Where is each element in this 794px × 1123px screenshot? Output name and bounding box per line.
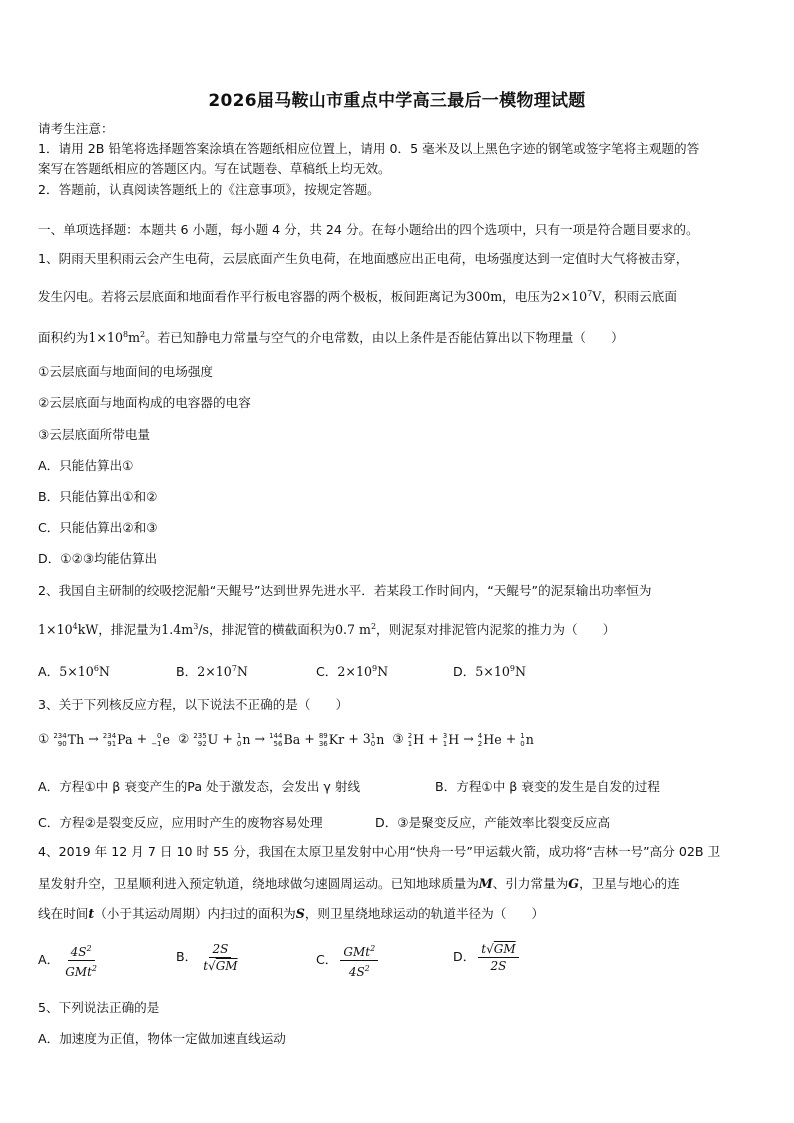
- formula-c: $\frac{GMt^2}{4S^2}$: [340, 942, 378, 979]
- q1-voltage: $2\times 10^7V$: [552, 289, 602, 305]
- q2-flow: $1.4m^3/s$: [161, 622, 210, 638]
- q1-distance: 300m: [466, 289, 503, 305]
- nuclide-h3: 3 1 H: [442, 731, 460, 748]
- time-symbol: t: [88, 906, 95, 921]
- q1-statement-1: ①云层底面与地面间的电场强度: [38, 364, 214, 379]
- section-heading: 一、单项选择题：本题共 6 小题，每小题 4 分，共 24 分。在每小题给出的四个选项中，只有一项是符合题目要求的。: [38, 222, 699, 237]
- notice-item-2: 2．答题前，认真阅读答题纸上的《注意事项》，按规定答题。: [38, 182, 380, 197]
- q1-statement-3: ③云层底面所带电量: [38, 427, 151, 442]
- formula-a: $\frac{4S^2}{GMt^2}$: [65, 944, 98, 979]
- q2-option-c[interactable]: C．$2\times 10^9N$: [316, 663, 389, 679]
- nuclide-n: 1 0 n: [370, 731, 385, 748]
- q1-text: 。若已知静电力常量与空气的介电常数，由以上条件是否能估算出以下物理量（ ）: [145, 330, 624, 346]
- nuclide-he: 4 2 He: [477, 731, 502, 748]
- q1-option-c[interactable]: C．只能估算出②和③: [38, 520, 158, 535]
- q1-line-3: [38, 327, 624, 346]
- nuclide-h2: 2 1 H: [407, 731, 425, 748]
- q3-option-a[interactable]: A．方程①中 β 衰变产生的Pa 处于激发态，会发出 γ 射线: [38, 779, 361, 794]
- q2-option-b[interactable]: B．$2\times 10^7N$: [176, 663, 248, 679]
- nuclide-kr: 89 36 Kr: [318, 731, 345, 748]
- area-symbol: S: [295, 906, 305, 921]
- q1-text: ，电压为: [502, 289, 553, 305]
- formula-d: $\frac{t√GM}{2S}$: [478, 942, 518, 973]
- q2-area: 0.7 $m^2$: [334, 622, 377, 638]
- q1-text: 发生闪电。若将云层底面和地面看作平行板电容器的两个极板，板间距离记为: [38, 289, 467, 305]
- q1-area: $1\times 10^8m^2$: [88, 330, 146, 346]
- q1-line-2: [38, 286, 677, 305]
- q1-option-a[interactable]: A．只能估算出①: [38, 458, 134, 473]
- q3-option-d[interactable]: D．③是聚变反应，产能效率比裂变反应高: [375, 815, 611, 830]
- q2-power: $1\times 10^4kW$: [38, 622, 99, 638]
- q2-option-d[interactable]: D．$5\times 10^9N$: [453, 663, 527, 679]
- q3-option-c[interactable]: C．方程②是裂变反应，应用时产生的废物容易处理: [38, 815, 323, 830]
- q4-option-d[interactable]: D． $\frac{t√GM}{2S}$: [453, 942, 522, 973]
- arrow: →: [88, 731, 99, 746]
- q4-line-3: 线在时间t（小于其运动周期）内扫过的面积为S，则卫星绕地球运动的轨道半径为（ ）: [38, 906, 545, 921]
- q1-text: ，积雨云底面: [601, 289, 677, 305]
- page-title: 2026届马鞍山市重点中学高三最后一模物理试题: [208, 91, 586, 111]
- mass-symbol: M: [478, 876, 493, 891]
- notice-item-1a: 1．请用 2B 铅笔将选择题答案涂填在答题纸相应位置上，请用 0．5 毫米及以上黑色字迹的钢笔或签字笔将主观题的答: [38, 141, 700, 156]
- circled-one: ①: [38, 731, 50, 746]
- q1-option-d[interactable]: D．①②③均能估算出: [38, 551, 158, 566]
- nuclide-ba: 144 56 Ba: [269, 731, 301, 748]
- circled-three: ③: [392, 731, 404, 746]
- q2-text: ，排泥管的横截面积为: [209, 622, 335, 638]
- notice-item-1b: 案写在答题纸相应的答题区内。写在试题卷、草稿纸上均无效。: [38, 161, 391, 176]
- q1-statement-2: ②云层底面与地面构成的电容器的电容: [38, 395, 251, 410]
- q5-line-1: 5、下列说法正确的是: [38, 1000, 160, 1015]
- q2-line-2: [38, 619, 615, 638]
- q4-option-b[interactable]: B． $\frac{2S}{t√GM}$: [176, 942, 244, 973]
- q1-text: 面积约为: [38, 330, 89, 346]
- q1-option-b[interactable]: B．只能估算出①和②: [38, 489, 158, 504]
- q3-line-1: 3、关于下列核反应方程，以下说法不正确的是（ ）: [38, 697, 349, 712]
- q4-option-c[interactable]: C． $\frac{GMt^2}{4S^2}$: [316, 942, 381, 979]
- q1-line-1: 1、阴雨天里积雨云会产生电荷，云层底面产生负电荷，在地面感应出正电荷，电场强度达到一定值时大气将被击穿，: [38, 251, 689, 266]
- nuclide-th: 234 90 Th: [53, 731, 85, 748]
- nuclide-n: 1 0 n: [236, 731, 251, 748]
- q2-text: ，则泥泵对排泥管内泥浆的推力为（ ）: [376, 622, 616, 638]
- q3-equations: ① 234 90 Th → 234 91 Pa + 0 −1 e ② 235 92 U + 1 0 n → 144 56 Ba + 89 36 Kr + 3 1 0 n ③ 2 1 H + 3 1 H → 4 2 He + 1 0 n: [38, 731, 534, 748]
- q2-option-a[interactable]: A．$5\times 10^6N$: [38, 663, 110, 679]
- gravity-constant-symbol: G: [568, 876, 580, 891]
- q3-option-b[interactable]: B．方程①中 β 衰变的发生是自发的过程: [435, 779, 660, 794]
- q2-text: ，排泥量为: [98, 622, 162, 638]
- nuclide-pa: 234 91 Pa: [102, 731, 133, 748]
- formula-b: $\frac{2S}{t√GM}$: [203, 942, 238, 973]
- circled-two: ②: [177, 731, 190, 746]
- q5-option-a[interactable]: A．加速度为正值，物体一定做加速直线运动: [38, 1031, 286, 1046]
- q4-line-1: 4、2019 年 12 月 7 日 10 时 55 分，我国在太原卫星发射中心用“快舟一号”甲运载火箭，成功将“吉林一号”高分 02B 卫: [38, 844, 721, 859]
- notice-heading: 请考生注意：: [38, 121, 114, 136]
- nuclide-n: 1 0 n: [520, 731, 534, 748]
- q2-line-1: 2、我国自主研制的绞吸挖泥船“天鲲号”达到世界先进水平．若某段工作时间内，“天鲲号”的泥泵输出功率恒为: [38, 583, 652, 598]
- q4-line-2: 星发射升空，卫星顺利进入预定轨道，绕地球做匀速圆周运动。已知地球质量为M、引力常量为G，卫星与地心的连: [38, 876, 680, 891]
- q4-option-a[interactable]: A． $\frac{4S^2}{GMt^2}$: [38, 942, 103, 979]
- nuclide-u: 235 92 U: [193, 731, 219, 748]
- nuclide-e: 0 −1 e: [151, 731, 170, 748]
